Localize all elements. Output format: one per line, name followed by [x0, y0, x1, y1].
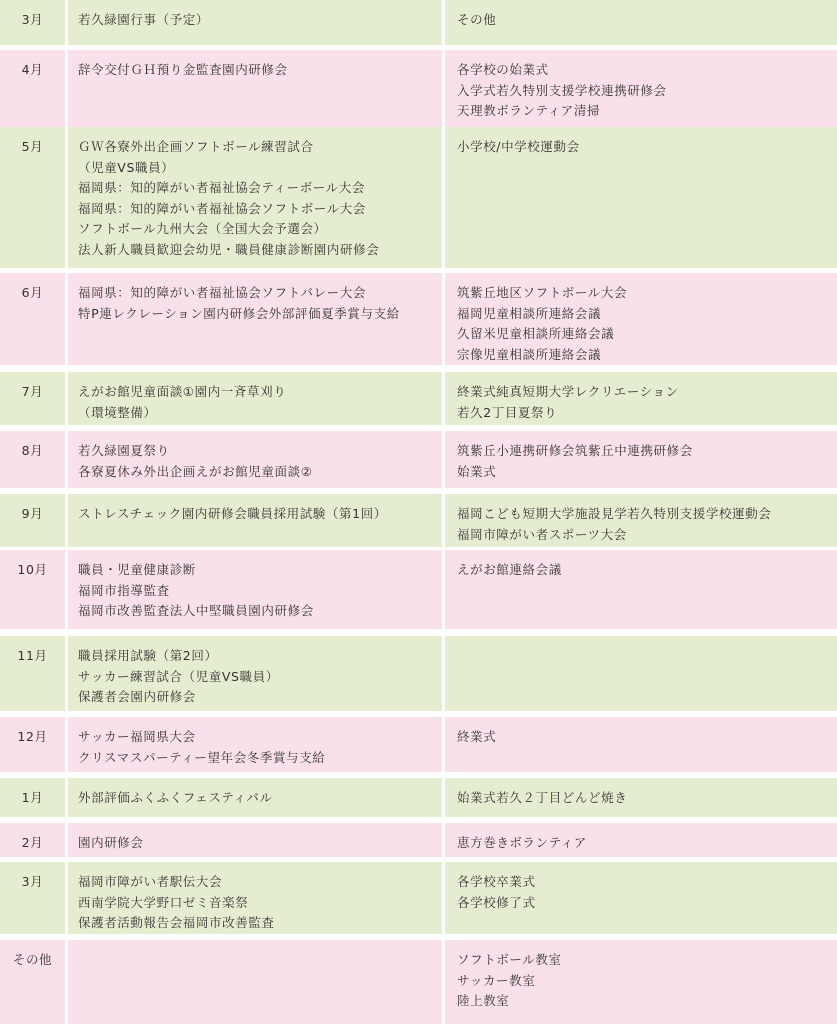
event-cell	[68, 862, 442, 934]
table-row	[0, 862, 837, 934]
event-cell	[68, 823, 442, 857]
table-row	[0, 940, 837, 1024]
event-item: 福岡市改善監査法人中堅職員園内研修会	[78, 603, 314, 618]
event-item: 若久緑園夏祭り	[78, 443, 170, 458]
month-label: 3月	[21, 874, 44, 889]
other-cell	[445, 778, 837, 817]
event-item: （児童VS職員）	[78, 159, 175, 175]
event-item: 福岡市指導監査	[78, 582, 170, 598]
other-item: 筑紫丘地区ソフトボール大会	[457, 285, 628, 300]
table-row	[0, 0, 837, 45]
other-item: 筑紫丘小連携研修会筑紫丘中連携研修会	[457, 443, 693, 458]
other-cell	[445, 940, 837, 1024]
other-item: 恵方巻きボランティア	[457, 835, 588, 850]
month-label: 7月	[21, 384, 44, 399]
other-item: 陸上教室	[457, 993, 510, 1008]
event-item: 福岡県：知的障がい者福祉協会ソフトボール大会	[78, 200, 366, 216]
month-cell	[0, 550, 65, 629]
table-row	[0, 823, 837, 857]
event-item: サッカー福岡県大会	[78, 729, 196, 744]
table-row	[0, 550, 837, 629]
event-item: 西南学院大学野口ゼミ音楽祭	[78, 894, 249, 910]
table-row	[0, 372, 837, 425]
month-cell	[0, 372, 65, 425]
month-cell	[0, 273, 65, 365]
other-item: サッカー教室	[457, 972, 536, 988]
table-row	[0, 273, 837, 365]
event-item: ＧＷ各寮外出企画ソフトボール練習試合	[78, 139, 314, 154]
event-item: 辞令交付ＧＨ預り金監査園内研修会	[78, 62, 288, 77]
other-cell	[445, 273, 837, 365]
month-label: 4月	[21, 62, 44, 77]
table-row	[0, 494, 837, 547]
event-item: （環境整備）	[78, 404, 157, 420]
month-label: 12月	[17, 729, 48, 744]
event-cell	[68, 0, 442, 45]
other-item: 小学校/中学校運動会	[457, 139, 580, 154]
other-item: 福岡市障がい者スポーツ大会	[457, 526, 627, 542]
table-row	[0, 431, 837, 488]
event-item: 特P連レクレーション園内研修会外部評価夏季賞与支給	[78, 305, 400, 321]
event-cell	[68, 494, 442, 547]
event-cell	[68, 778, 442, 817]
event-item: 若久緑園行事（予定）	[78, 12, 210, 27]
event-item: 外部評価ふくふくフェスティバル	[78, 790, 273, 805]
month-label: 9月	[21, 506, 44, 521]
other-item: 終業式純真短期大学レクリエーション	[457, 384, 679, 399]
other-item: 宗像児童相談所連絡会議	[457, 346, 602, 362]
month-label: 8月	[21, 443, 44, 458]
other-cell	[445, 636, 837, 711]
month-cell	[0, 494, 65, 547]
event-item: 各寮夏休み外出企画えがお館児童面談②	[78, 463, 313, 479]
other-item: 各学校の始業式	[457, 62, 549, 77]
event-item: 職員採用試験（第2回）	[78, 648, 218, 663]
month-label: 1月	[21, 790, 44, 805]
table-row	[0, 778, 837, 817]
month-cell	[0, 778, 65, 817]
event-cell	[68, 940, 442, 1024]
event-item: ストレスチェック園内研修会職員採用試験（第1回）	[78, 506, 387, 521]
event-cell	[68, 431, 442, 488]
other-cell	[445, 431, 837, 488]
other-item: 福岡児童相談所連絡会議	[457, 305, 602, 321]
month-cell	[0, 431, 65, 488]
other-item: 始業式若久２丁目どんど焼き	[457, 790, 628, 805]
event-item: 福岡市障がい者駅伝大会	[78, 874, 223, 889]
month-cell	[0, 127, 65, 268]
event-item: 福岡県：知的障がい者福祉協会ソフトバレー大会	[78, 285, 366, 300]
other-item: 終業式	[457, 729, 497, 744]
month-cell	[0, 636, 65, 711]
month-cell	[0, 0, 65, 45]
other-cell	[445, 823, 837, 857]
other-item: 若久2丁目夏祭り	[457, 404, 558, 420]
other-item: 天理教ボランティア清掃	[457, 103, 601, 118]
event-item: えがお館児童面談①園内一斉草刈り	[78, 384, 287, 399]
other-cell	[445, 550, 837, 629]
other-item: 始業式	[457, 463, 497, 479]
event-cell	[68, 273, 442, 365]
month-cell	[0, 717, 65, 772]
other-item: 久留米児童相談所連絡会議	[457, 326, 615, 341]
event-cell	[68, 372, 442, 425]
table-row	[0, 636, 837, 711]
event-item: ソフトボール九州大会（全国大会予選会）	[78, 221, 327, 236]
other-cell	[445, 494, 837, 547]
month-label: 5月	[21, 139, 44, 154]
other-item: えがお館連絡会議	[457, 562, 562, 577]
month-label: 6月	[21, 285, 44, 300]
other-item: 福岡こども短期大学施設見学若久特別支援学校運動会	[457, 506, 772, 521]
other-cell	[445, 0, 837, 45]
event-item: 保護者活動報告会福岡市改善監査	[78, 915, 275, 930]
table-row	[0, 127, 837, 268]
month-label: 2月	[21, 835, 44, 850]
other-cell	[445, 127, 837, 268]
event-item: 法人新人職員歓迎会幼児・職員健康診断園内研修会	[78, 241, 380, 257]
other-item: 入学式若久特別支援学校連携研修会	[457, 82, 667, 98]
event-cell	[68, 717, 442, 772]
event-item: 保護者会園内研修会	[78, 689, 196, 704]
other-cell	[445, 372, 837, 425]
event-item: クリスマスパーティー望年会冬季賞与支給	[78, 749, 326, 765]
month-label: 10月	[17, 562, 48, 577]
month-cell	[0, 862, 65, 934]
month-cell	[0, 823, 65, 857]
month-label: その他	[12, 952, 53, 967]
event-item: サッカー練習試合（児童VS職員）	[78, 668, 279, 684]
other-cell	[445, 717, 837, 772]
other-cell	[445, 862, 837, 934]
event-cell	[68, 636, 442, 711]
month-label: 11月	[17, 648, 48, 663]
month-cell	[0, 940, 65, 1024]
other-item: 各学校卒業式	[457, 874, 536, 889]
other-item: ソフトボール教室	[457, 952, 562, 967]
other-item: 各学校修了式	[457, 894, 536, 910]
event-cell	[68, 550, 442, 629]
event-item: 園内研修会	[78, 835, 144, 850]
table-row	[0, 717, 837, 772]
event-item: 職員・児童健康診断	[78, 562, 196, 577]
other-item: その他	[457, 12, 497, 27]
event-item: 福岡県：知的障がい者福祉協会ティーボール大会	[78, 180, 365, 195]
event-cell	[68, 127, 442, 268]
month-label: 3月	[21, 12, 44, 27]
